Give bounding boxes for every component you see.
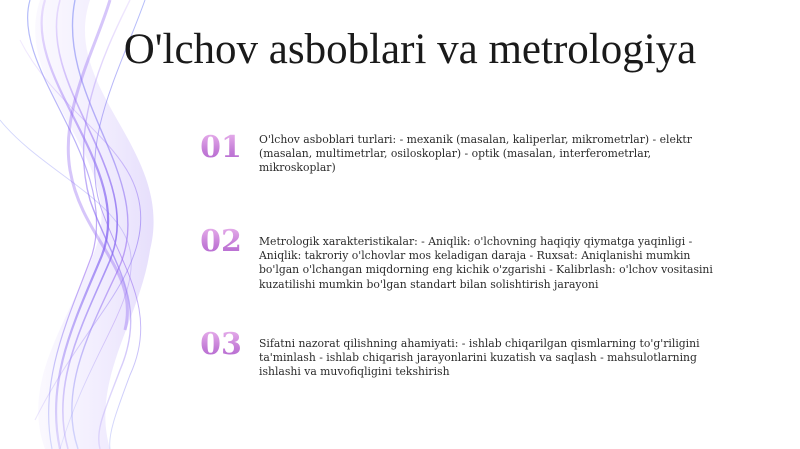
item-text: Sifatni nazorat qilishning ahamiyati: - ishlab chiqarilgan qismlarning to'g'riligini ta'minlash - ishlab chiqarish jarayonlarini kuzatish va saqlash - mahsulotlarning ishlashi va muvofiqligini tekshirish	[259, 337, 700, 379]
item-number: 03	[196, 327, 246, 363]
slide-title: O'lchov asboblari va metrologiya	[123, 26, 697, 73]
item-number: 02	[196, 224, 246, 260]
item-text: O'lchov asboblari turlari: - mexanik (masalan, kaliperlar, mikrometrlar) - elektr (masalan, multimetrlar, osiloskoplar) - optik (masalan, interferometrlar, mikroskoplar)	[259, 133, 692, 175]
item-number: 01	[196, 130, 246, 166]
item-text: Metrologik xarakteristikalar: - Aniqlik: o'lchovning haqiqiy qiymatga yaqinligi - Aniqlik: takroriy o'lchovlar mos keladigan daraja - Ruxsat: Aniqlanishi mumkin bo'lgan o'lchangan miqdorning eng kichik o'zgarishi - Kalibrlash: o'lchov vositasini kuzatilishi mumkin bo'lgan standart bilan solishtirish jarayoni	[259, 235, 713, 291]
